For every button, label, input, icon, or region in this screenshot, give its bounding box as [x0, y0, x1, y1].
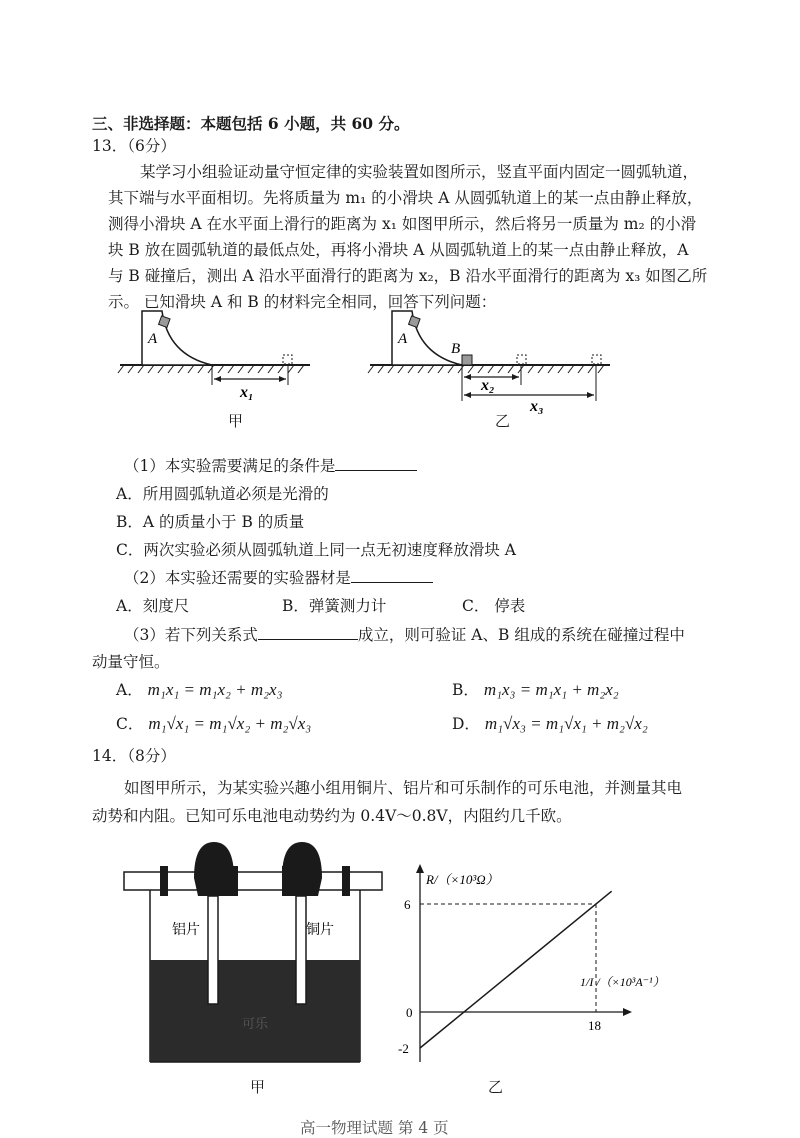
- tick-label-y-neg2: -2: [398, 1041, 409, 1056]
- block-final-jia: [283, 355, 292, 364]
- sub3-prompt-line2: 动量守恒。: [92, 653, 170, 671]
- q13-stem-line-4: 块 B 放在圆弧轨道的最低点处，再将小滑块 A 从圆弧轨道上的某一点由静止释放，A: [108, 241, 689, 259]
- figure-jia: [118, 311, 310, 401]
- y-axis-label: R/（×10³Ω）: [426, 872, 499, 887]
- label-x3: x₃: [530, 398, 544, 415]
- block-a-final-yi: [517, 355, 526, 364]
- sub3-prompt: [124, 623, 685, 645]
- caption-q14-jia: 甲: [250, 1078, 266, 1096]
- sub3-answer-blank[interactable]: [258, 625, 358, 640]
- clamp-4: [342, 866, 350, 896]
- sub1-answer-blank[interactable]: [335, 456, 417, 471]
- cola-battery-figure: [120, 838, 390, 1073]
- q13-figure: [110, 305, 650, 425]
- clamp-1: [160, 866, 168, 896]
- caption-yi: 乙: [495, 412, 511, 430]
- sub2-option-a: A．刻度尺: [116, 597, 190, 615]
- tick-label-y-6: 6: [404, 897, 411, 912]
- sub3-option-d-label: D．: [452, 715, 480, 733]
- sub3-option-c-formula: m₁√x₁ = m₁√x₂ + m₂√x₃: [148, 714, 312, 733]
- figure-yi: [368, 311, 610, 415]
- q14-number: 14．（8分）: [92, 747, 176, 765]
- label-b-yi: B: [451, 341, 461, 357]
- knob-al: [194, 842, 234, 896]
- q13-stem-line-6: 示。 已知滑块 A 和 B 的材料完全相同，回答下列问题：: [108, 293, 497, 311]
- sub2-prompt: [124, 566, 433, 588]
- caption-q14-yi: 乙: [488, 1078, 504, 1096]
- label-x2: x₂: [481, 377, 495, 394]
- label-cola: 可乐: [242, 1016, 269, 1031]
- block-b-yi: [462, 355, 472, 365]
- sub2-option-b: B．弹簧测力计: [282, 597, 387, 615]
- q13-stem-line-5: 与 B 碰撞后，测出 A 沿水平面滑行的距离为 x₂，B 沿水平面滑行的距离为 x₃ 如图乙所: [108, 267, 708, 285]
- r-vs-inverse-i-chart: [380, 862, 700, 1072]
- sub3-prompt-after: 成立，则可验证 A、B 组成的系统在碰撞过程中: [357, 626, 685, 644]
- sub3-option-b-formula: m₁x₃ = m₁x₁ + m₂x₂: [483, 680, 619, 699]
- sub3-option-d: [452, 712, 648, 734]
- q13-number: 13．（6分）: [92, 137, 176, 155]
- section-header: 三、非选择题：本题包括 6 小题，共 60 分。: [92, 114, 410, 133]
- sub1-prompt: [124, 454, 417, 476]
- sub1-option-c: C．两次实验必须从圆弧轨道上同一点无初速度释放滑块 A: [116, 541, 516, 559]
- sub3-option-a: [116, 678, 283, 700]
- data-line: [420, 891, 612, 1048]
- sub1-option-b: B．A 的质量小于 B 的质量: [116, 513, 305, 531]
- page-footer: 高一物理试题 第 4 页: [300, 1119, 449, 1137]
- q14-stem-line-2: 动势和内阻。已知可乐电池电动势约为 0.4V～0.8V，内阻约几千欧。: [92, 807, 572, 825]
- knob-cu: [282, 842, 322, 896]
- tick-label-origin: 0: [406, 1005, 413, 1020]
- x-axis-label: 1/I /（×10³A⁻¹）: [580, 975, 665, 989]
- sub3-option-b: [452, 678, 619, 700]
- label-x1: x₁: [240, 384, 254, 401]
- sub3-option-c-label: C．: [116, 715, 144, 733]
- q13-stem-line-3: 测得小滑块 A 在水平面上滑行的距离为 x₁ 如图甲所示，然后将另一质量为 m₂ 的小滑: [108, 215, 697, 233]
- sub2-answer-blank[interactable]: [351, 568, 433, 583]
- block-b-final-yi: [592, 355, 601, 364]
- q13-stem-line-2: 其下端与水平面相切。先将质量为 m₁ 的小滑块 A 从圆弧轨道上的某一点由静止释放，: [108, 189, 703, 207]
- sub3-option-a-label: A．: [116, 681, 143, 699]
- label-aluminum: 铝片: [172, 923, 200, 938]
- sub1-prompt-text: （1）本实验需要满足的条件是: [124, 457, 336, 475]
- cola-liquid: [150, 960, 360, 1062]
- q13-stem-line-1: 某学习小组验证动量守恒定律的实验装置如图所示，竖直平面内固定一圆弧轨道，: [140, 163, 699, 181]
- caption-jia: 甲: [228, 412, 244, 430]
- copper-sheet: [296, 896, 306, 1004]
- label-a-jia: A: [148, 331, 158, 347]
- sub1-option-a: A．所用圆弧轨道必须是光滑的: [116, 485, 329, 503]
- sub3-option-b-label: B．: [452, 681, 479, 699]
- sub3-option-d-formula: m₁√x₃ = m₁√x₁ + m₂√x₂: [484, 714, 648, 733]
- sub2-prompt-text: （2）本实验还需要的实验器材是: [124, 569, 351, 587]
- sub3-option-c: [116, 712, 311, 734]
- q14-stem-line-1: 如图甲所示，为某实验兴趣小组用铜片、铝片和可乐制作的可乐电池，并测量其电: [124, 779, 683, 797]
- label-a-yi: A: [398, 331, 408, 347]
- sub3-option-a-formula: m₁x₁ = m₁x₂ + m₂x₃: [147, 680, 283, 699]
- label-copper: 铜片: [306, 923, 334, 938]
- aluminum-sheet: [208, 896, 218, 1004]
- sub2-option-c: C． 停表: [462, 597, 526, 615]
- sub3-prompt-before: （3）若下列关系式: [124, 626, 258, 644]
- tick-label-x-18: 18: [588, 1018, 601, 1033]
